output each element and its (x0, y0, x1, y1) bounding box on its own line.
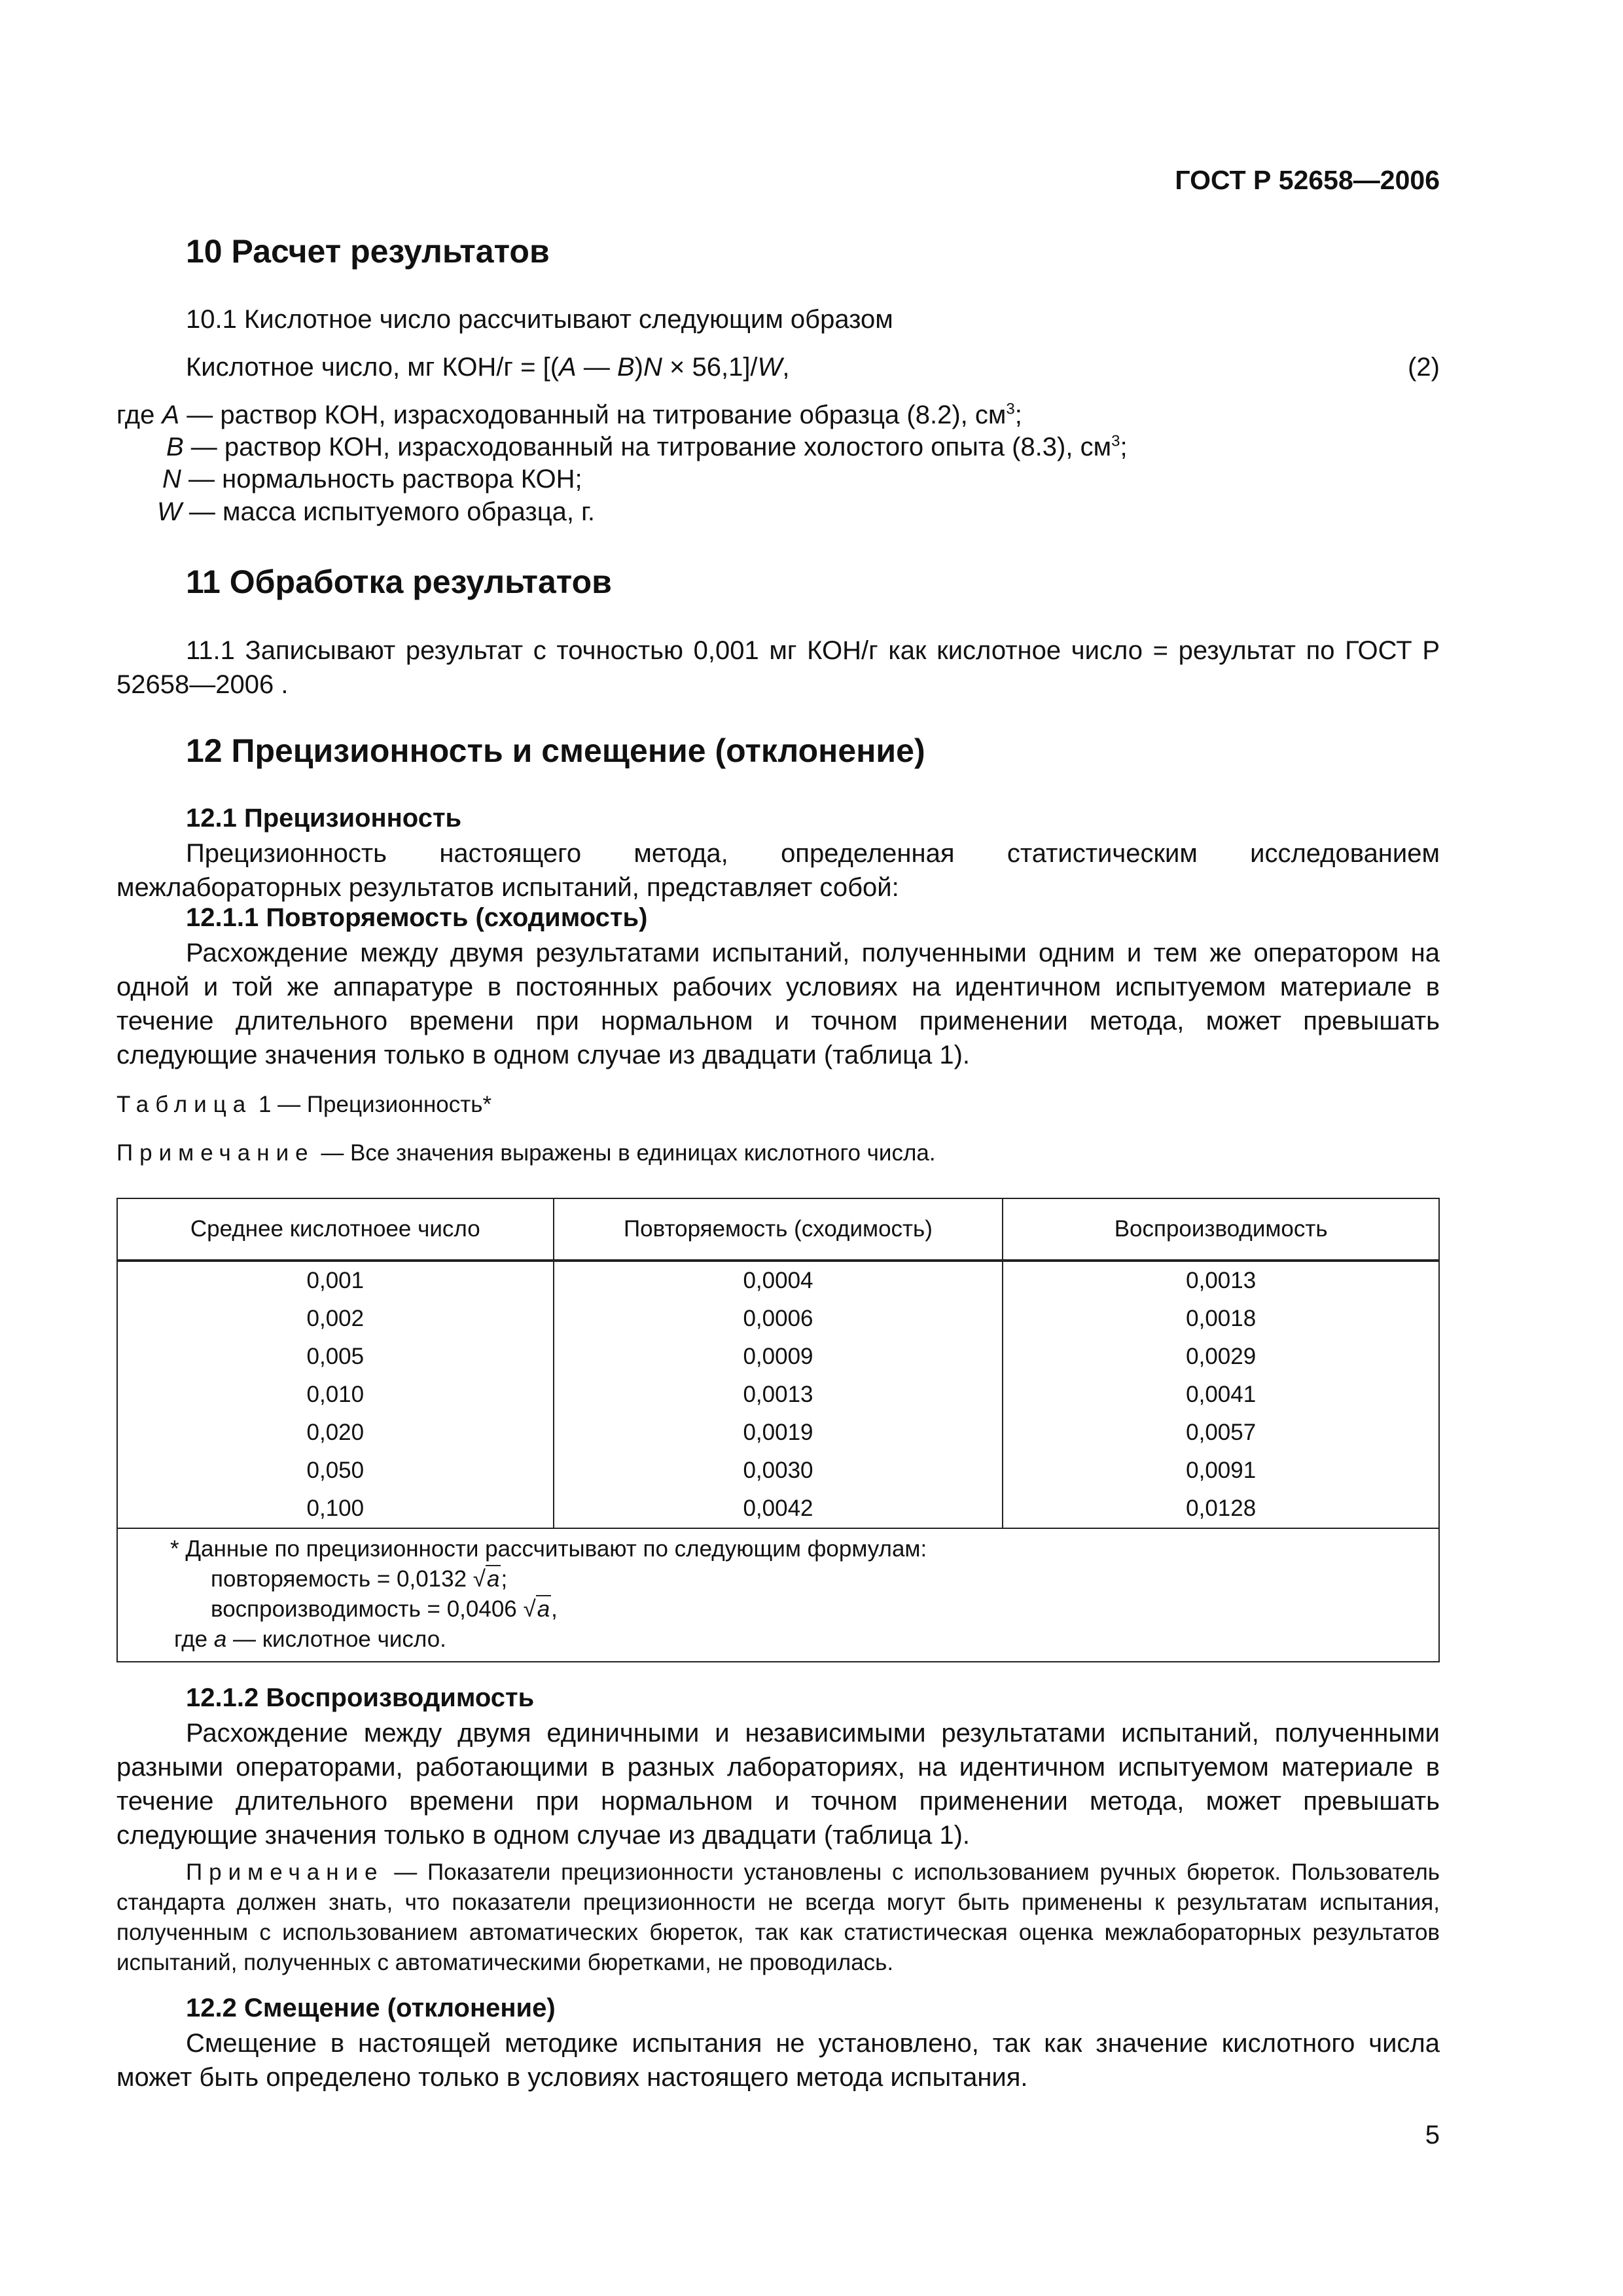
section-10-1-text: 10.1 Кислотное число рассчитывают следующим образом (186, 305, 893, 334)
table-row: 0,002 0,0006 0,0018 (117, 1300, 1439, 1338)
table-caption: Таблица 1 — Прецизионность* (116, 1092, 492, 1117)
variable-n-description: N — нормальность раствора КОН; (162, 465, 582, 493)
table-row: 0,100 0,0042 0,0128 (117, 1490, 1439, 1528)
section-11-title: 11 Обработка результатов (186, 564, 612, 600)
table-row: 0,020 0,0019 0,0057 (117, 1414, 1439, 1452)
precision-table (116, 1198, 1440, 1662)
page-number: 5 (1425, 2121, 1440, 2149)
section-12-1-1-text: Расхождение между двумя результатами испытаний, полученными одним и тем же оператором на одной и той же аппаратуре в постоянных рабочих условиях на идентичном испытуемом материале в течение длительного времени при нормальном и точном применении метода, может превышать следующие значения только в одном случае из двадцати (таблица 1). (116, 939, 1440, 1069)
table-footnote: * Данные по прецизионности рассчитывают по следующим формулам: повторяемость = 0,0132 √a; воспроизводимость = 0,0406 √a, где a — кислотное число. (117, 1528, 1439, 1662)
standard-code: ГОСТ Р 52658—2006 (1175, 165, 1440, 195)
column-header-repeatability: Повторяемость (сходимость) (554, 1198, 1003, 1261)
section-12-1-2-text: Расхождение между двумя единичными и независимыми результатами испытаний, полученными разными операторами, работающими в разных лабораториях, на идентичном испытуемом материале в течение длительного времени при нормальном и точном применении метода, может превышать следующие значения только в одном случае из двадцати (таблица 1). (116, 1719, 1440, 1850)
table-header-row (117, 1198, 1439, 1261)
variable-b-description: B — раствор КОН, израсходованный на титрование холостого опыта (8.3), $см^3$; (166, 432, 1128, 461)
formula-number: (2) (1408, 353, 1440, 382)
section-11-1-text: 11.1 Записывают результат с точностью 0,001 мг КОН/г как кислотное число = результат по ГОСТ Р 52658—2006 . (116, 636, 1440, 699)
section-12-1-text: Прецизионность настоящего метода, определенная статистическим исследованием межлабораторных результатов испытаний, представляет собой: (116, 839, 1440, 902)
column-header-mean: Среднее кислотноее число (117, 1198, 554, 1261)
variable-a-description: где A — раствор КОН, израсходованный на титрование образца (8.2), $см^3$; (116, 400, 1022, 429)
table-row: 0,010 0,0013 0,0041 (117, 1376, 1439, 1414)
variable-w-description: W — масса испытуемого образца, г. (157, 497, 595, 526)
section-12-1-2-title: 12.1.2 Воспроизводимость (186, 1683, 535, 1712)
section-12-1-title: 12.1 Прецизионность (186, 804, 462, 833)
document-page (116, 0, 1440, 2296)
table-row: 0,001 0,0004 0,0013 (117, 1261, 1439, 1300)
section-12-1-1-title: 12.1.1 Повторяемость (сходимость) (186, 903, 648, 932)
column-header-reproducibility: Воспроизводимость (1003, 1198, 1439, 1261)
table-row: 0,050 0,0030 0,0091 (117, 1452, 1439, 1490)
formula-2: Кислотное число, мг КОН/г = [(A — B)N × 56,1]/W, (2) (186, 350, 1440, 384)
table-note: Примечание — Все значения выражены в единицах кислотного числа. (116, 1140, 936, 1166)
table-footnote-row (117, 1528, 1439, 1662)
section-12-2-title: 12.2 Смещение (отклонение) (186, 1994, 556, 2022)
section-12-title: 12 Прецизионность и смещение (отклонение) (186, 732, 925, 769)
note-burettes: Примечание — Показатели прецизионности установлены с использованием ручных бюреток. Пользователь стандарта должен знать, что показатели прецизионности не всегда могут быть применены к результатам испытания, полученным с использованием автоматических бюреток, так как статистическая оценка межлабораторных результатов испытаний, полученных с автоматическими бюретками, не проводилась. (116, 1859, 1440, 1975)
table-row: 0,005 0,0009 0,0029 (117, 1338, 1439, 1376)
section-12-2-text: Смещение в настоящей методике испытания не установлено, так как значение кислотного числа может быть определено только в условиях настоящего метода испытания. (116, 2029, 1440, 2092)
section-10-title: 10 Расчет результатов (186, 233, 550, 270)
